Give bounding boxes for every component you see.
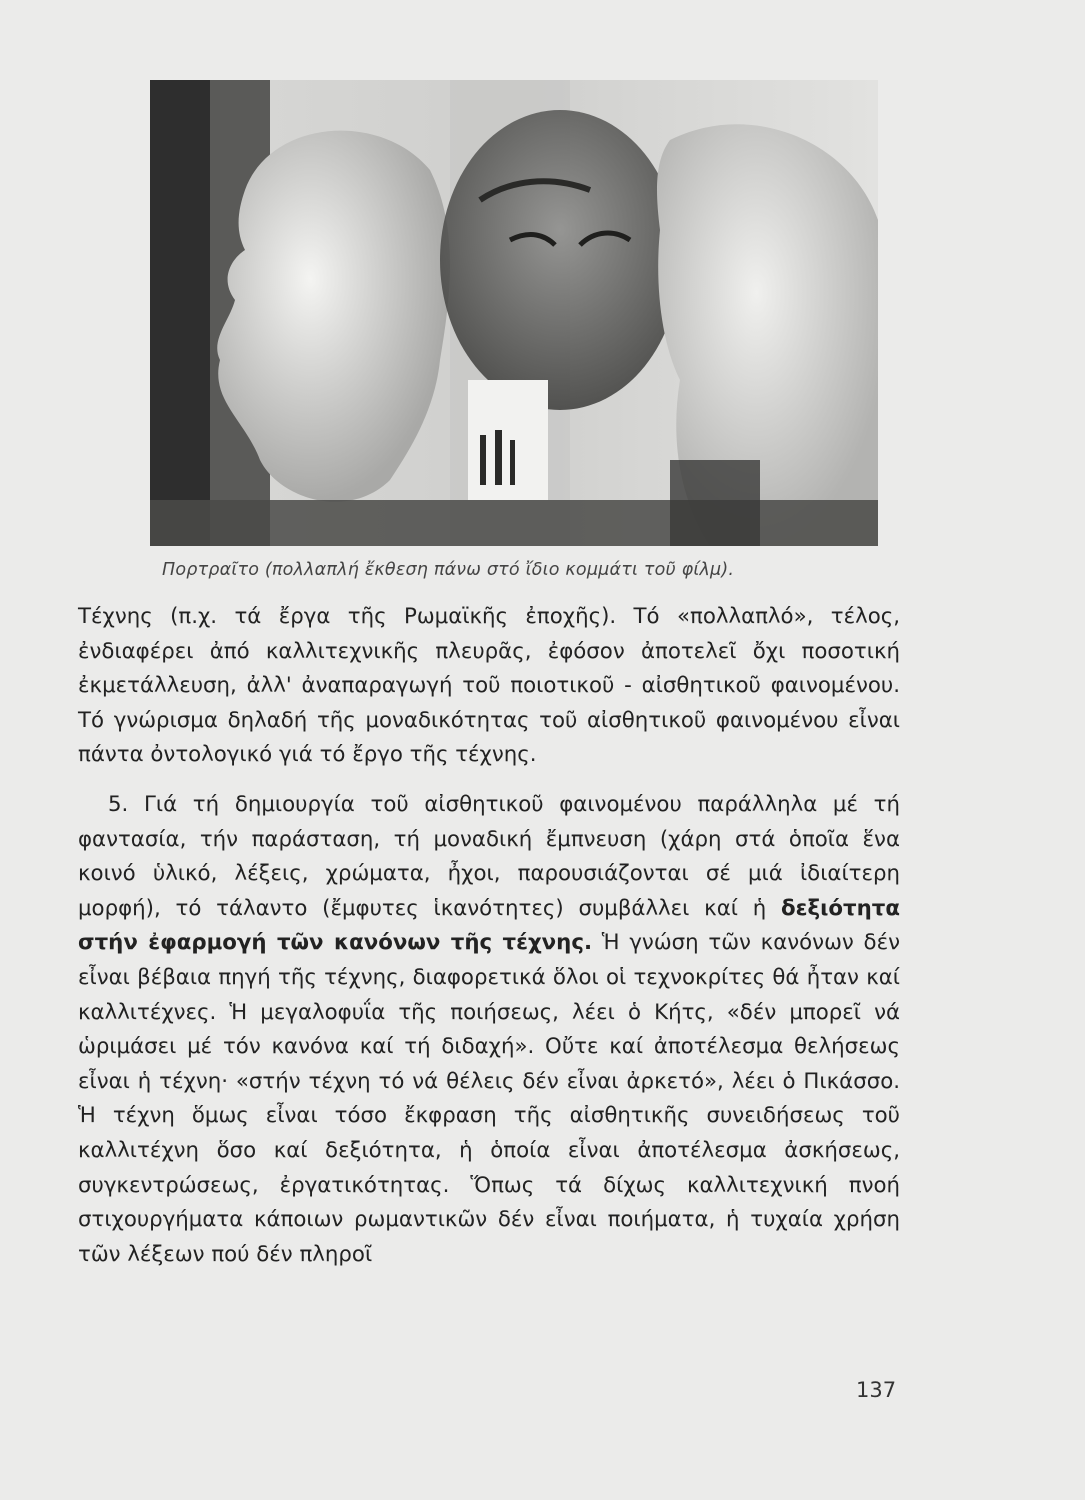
bold-phrase: δεξιότητα στήν ἐφαρμογή τῶν κανόνων τῆς τέχνης. [78,895,900,956]
page-number: 137 [856,1378,897,1402]
paragraph-rest: Ἡ γνώση τῶν κανόνων δέν εἶναι βέβαια πηγή τῆς τέχνης, διαφορετικά ὅλοι οἱ τεχνοκρίτες θά ἦταν καί καλλιτέχνες. Ἡ μεγαλοφυΐα τῆς ποιήσεως, λέει ὁ Κήτς, «δέν μπορεῖ νά ὡριμάσει μέ τόν κανόνα καί τή διδαχή». Οὔτε καί ἀποτέλεσμα θελήσεως εἶναι ἡ τέχνη· «στήν τέχνη τό νά θέλεις δέν εἶναι ἀρκετό», λέει ὁ Πικάσσο. Ἡ τέχνη ὅμως εἶναι τόσο ἔκφραση τῆς αἰσθητικῆς συνειδήσεως τοῦ καλλιτέχνη ὅσο καί δεξιότητα, ἡ ὁποία εἶναι ἀποτέλεσμα ἀσκήσεως, συγκεντρώσεως, ἐργατικότητας. Ὅπως τά δίχως καλλιτεχνική πνοή στιχουργήματα κάποιων ρωμαντικῶν δέν εἶναι ποιήματα, ἡ τυχαία χρήση τῶν λέξεων πού δέν πληροῖ [78,930,900,1267]
paragraph: Τέχνης (π.χ. τά ἔργα τῆς Ρωμαϊκῆς ἐποχῆς). Τό «πολλαπλό», τέλος, ἐνδιαφέρει ἀπό καλλιτεχνικῆς πλευρᾶς, ἐφόσον ἀποτελεῖ ὄχι ποσοτική ἐκμετάλλευση, ἀλλ' ἀναπαραγωγή τοῦ ποιοτικοῦ - αἰσθητικοῦ φαινομένου. Τό γνώρισμα δηλαδή τῆς μοναδικότητας τοῦ αἰσθητικοῦ φαινομένου εἶναι πάντα ὀντολογικό γιά τό ἔργο τῆς τέχνης. [78,604,900,768]
paragraph-lead: 5. Γιά τή δημιουργία τοῦ αἰσθητικοῦ φαινομένου παράλληλα μέ τή φαντασία, τήν παράσταση, τή μοναδική ἔμπνευση (χάρη στά ὁποῖα ἕνα κοινό ὑλικό, λέξεις, χρώματα, ἦχοι, παρουσιάζονται σέ μιά ἰδιαίτερη μορφή), τό τάλαντο (ἔμφυτες ἱκανότητες) συμβάλλει καί ἡ [78,791,900,921]
paragraph [78,788,900,1272]
portrait-photo [150,80,878,546]
multiple-exposure-portrait-image [150,80,878,546]
body-text [78,600,900,1272]
figure-caption: Πορτραῖτο (πολλαπλή ἔκθεση πάνω στό ἴδιο κομμάτι τοῦ φίλμ). [162,560,735,580]
